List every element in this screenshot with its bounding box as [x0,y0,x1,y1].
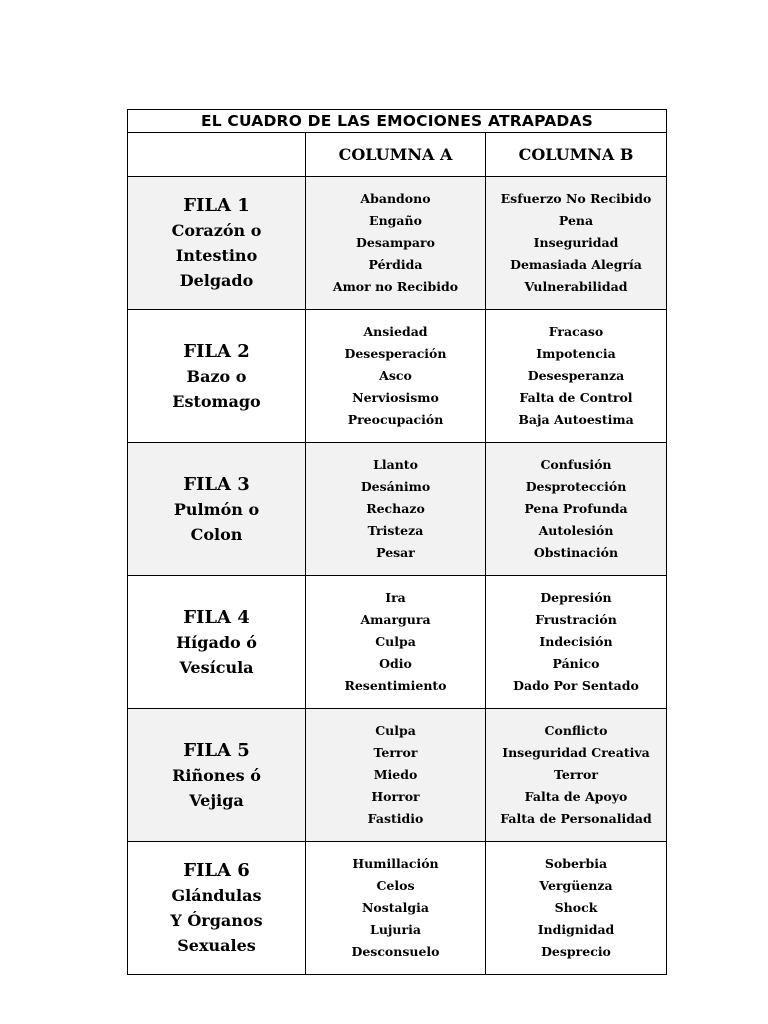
emotion-item: Desprecio [541,944,611,959]
emotion-item: Celos [376,878,415,893]
table-row [128,842,667,975]
column-a-emotions-cell [306,443,486,576]
column-a-header: COLUMNA A [306,133,486,177]
emotion-item: Tristeza [367,523,424,538]
emotion-item: Confusión [540,457,612,472]
column-a-emotions-cell [306,576,486,709]
organ-label: Estomago [172,391,261,411]
emotion-item: Resentimiento [344,678,447,693]
row-number: FILA 2 [183,340,250,362]
emotion-item: Depresión [540,590,612,605]
emotion-item: Pena Profunda [524,501,628,516]
emotion-item: Miedo [373,767,418,782]
row-label-cell [128,842,306,975]
column-b-emotions-cell [486,576,667,709]
organ-label: Vesícula [179,657,254,677]
emotion-item: Abandono [360,191,431,206]
emotion-item: Pánico [552,656,600,671]
emotion-item: Odio [379,656,412,671]
emotion-item: Falta de Apoyo [524,789,628,804]
row-number: FILA 1 [183,195,250,216]
emotion-item: Desánimo [360,479,431,494]
row-label-cell [128,443,306,576]
emotion-item: Terror [554,767,598,782]
emotion-item: Culpa [375,723,416,738]
organ-label: Corazón o [171,221,262,240]
emotion-item: Desamparo [356,235,435,250]
table-row [128,177,667,310]
row-label-cell [128,177,306,310]
emotion-item: Lujuria [370,922,421,937]
emotion-item: Desconsuelo [351,944,440,959]
emotion-item: Dado Por Sentado [513,678,639,693]
emotion-item: Horror [371,789,420,804]
emotion-item: Terror [373,745,418,760]
emotion-item: Desesperanza [527,368,625,383]
corner-cell [128,133,306,177]
column-b-emotions-cell [486,842,667,975]
emotion-item: Obstinación [533,545,619,560]
emotion-item: Baja Autoestima [518,412,634,427]
emotion-item: Shock [554,900,598,915]
emotion-item: Desesperación [344,346,447,361]
emotion-item: Pesar [376,545,415,560]
emotion-item: Falta de Personalidad [500,811,652,826]
row-number: FILA 5 [183,739,250,761]
organ-label: Riñones ó [172,765,261,785]
column-a-emotions-cell [306,842,486,975]
row-number: FILA 4 [183,606,250,628]
column-header-row [128,133,667,177]
emotion-item: Humillación [352,856,439,871]
chart-title: EL CUADRO DE LAS EMOCIONES ATRAPADAS [128,110,667,133]
organ-label: Pulmón o [173,499,260,519]
emotion-item: Fracaso [548,324,604,339]
organ-label: Hígado ó [176,632,257,652]
organ-label: Intestino [175,246,258,265]
table-row [128,576,667,709]
column-b-emotions-cell [486,310,667,443]
emotion-item: Falta de Control [519,390,633,405]
emotion-item: Engaño [369,213,422,228]
rows-body [128,177,667,975]
emotion-item: Indignidad [537,922,615,937]
row-number: FILA 3 [183,473,250,495]
emotion-item: Vulnerabilidad [524,279,628,294]
emotion-item: Inseguridad Creativa [502,745,650,760]
row-number: FILA 6 [183,860,250,881]
emotion-item: Impotencia [536,346,616,361]
row-label-cell [128,576,306,709]
emotion-item: Culpa [375,634,416,649]
emotion-item: Amargura [360,612,431,627]
emotion-item: Pérdida [368,257,423,272]
emotion-item: Frustración [535,612,617,627]
emotion-item: Indecisión [539,634,613,649]
organ-label: Sexuales [177,936,256,955]
emotion-item: Rechazo [366,501,425,516]
emotion-item: Inseguridad [533,235,619,250]
organ-label: Vejiga [189,790,244,810]
table-row [128,443,667,576]
row-label-cell [128,709,306,842]
emotion-item: Demasiada Alegría [510,257,642,272]
emotion-item: Soberbia [544,856,608,871]
column-b-emotions-cell [486,709,667,842]
emotion-item: Preocupación [347,412,444,427]
emotion-item: Fastidio [367,811,424,826]
column-b-emotions-cell [486,443,667,576]
emotion-item: Llanto [373,457,418,472]
organ-label: Colon [190,524,243,544]
emotion-item: Vergüenza [539,878,613,893]
organ-label: Glándulas [171,886,262,905]
emotion-item: Amor no Recibido [332,279,459,294]
title-row [128,110,667,133]
column-b-emotions-cell [486,177,667,310]
emotion-item: Nerviosismo [352,390,439,405]
column-a-emotions-cell [306,310,486,443]
organ-label: Bazo o [186,366,247,386]
emotion-item: Autolesión [538,523,614,538]
column-a-emotions-cell [306,177,486,310]
emotion-item: Desprotección [525,479,627,494]
organ-label: Y Órganos [170,911,263,930]
column-a-emotions-cell [306,709,486,842]
emotion-item: Ansiedad [363,324,428,339]
table-row [128,310,667,443]
emotion-item: Asco [379,368,412,383]
emotion-item: Nostalgia [361,900,429,915]
emotions-chart-table [127,109,667,975]
emotion-item: Pena [558,213,594,228]
emotion-item: Esfuerzo No Recibido [500,191,652,206]
emotion-item: Conflicto [544,723,608,738]
emotion-item: Ira [385,590,406,605]
row-label-cell [128,310,306,443]
column-b-header: COLUMNA B [486,133,667,177]
table-row [128,709,667,842]
organ-label: Delgado [179,271,254,290]
